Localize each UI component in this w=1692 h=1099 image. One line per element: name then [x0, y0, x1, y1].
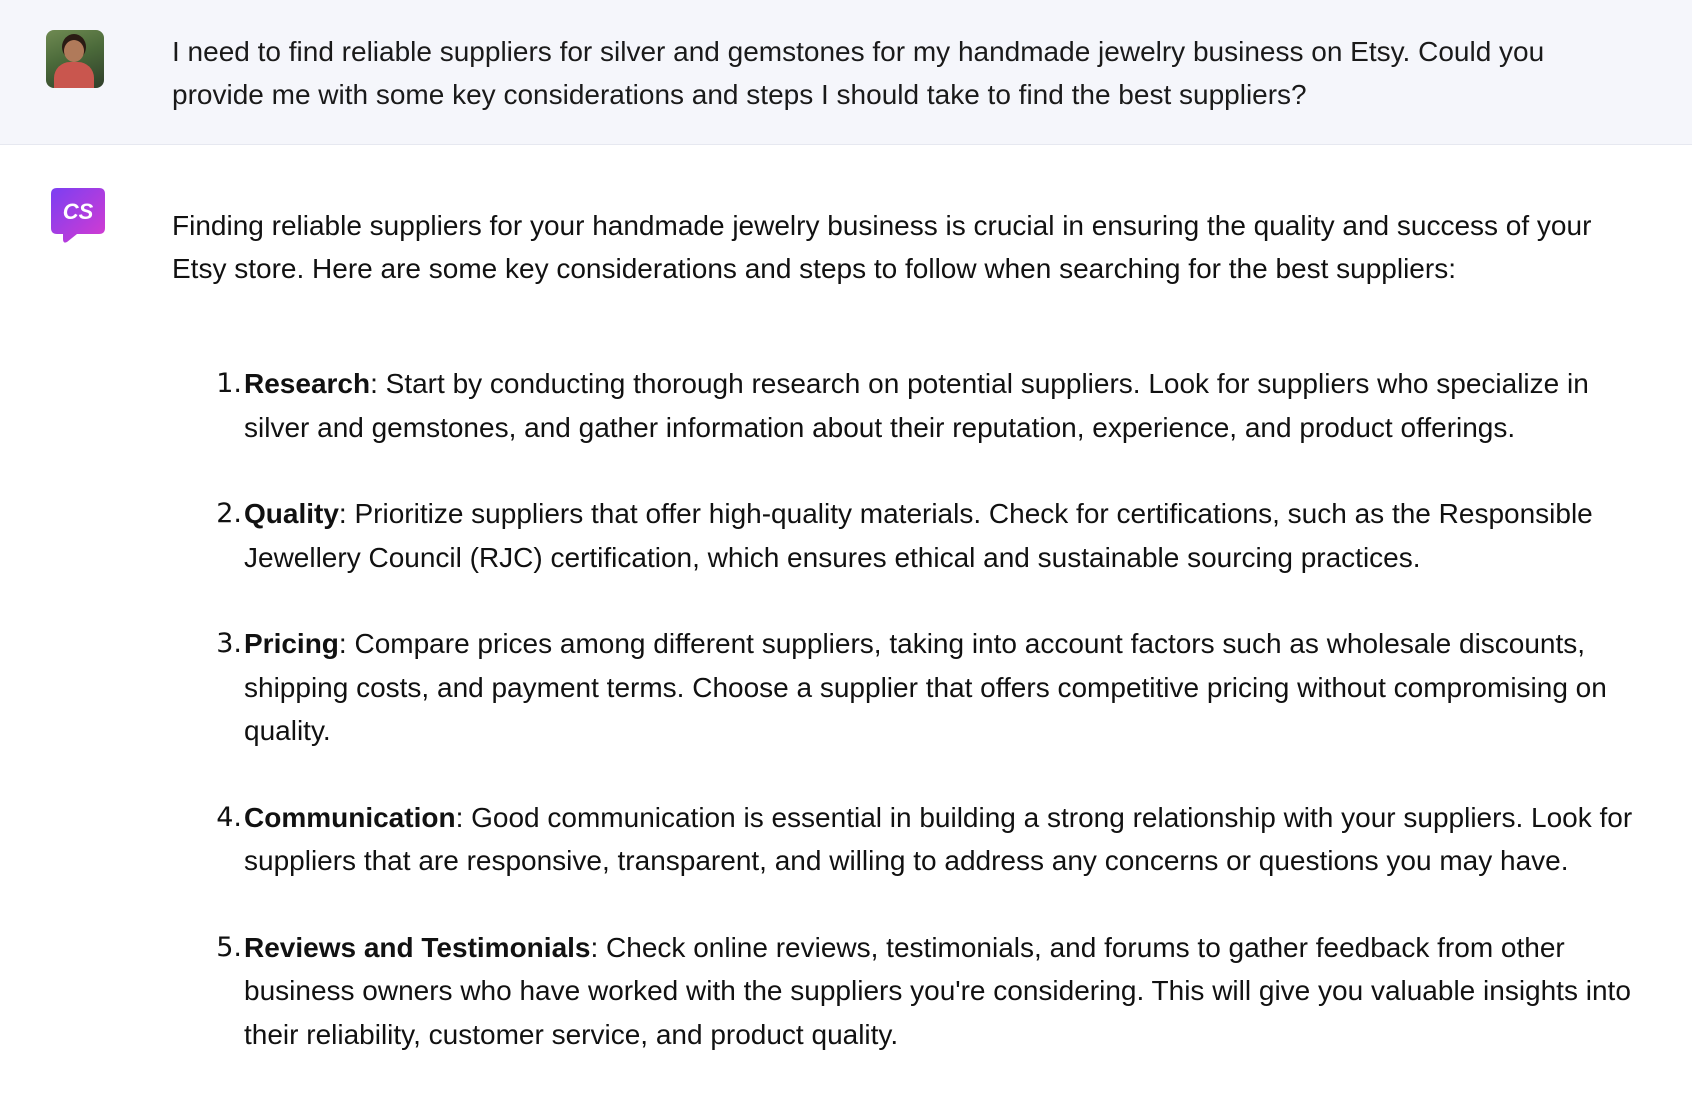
step-item: [172, 622, 1652, 753]
step-title: Pricing: [244, 628, 339, 659]
step-number: 2.: [216, 498, 242, 529]
user-message: [0, 0, 1692, 145]
steps-list: [172, 362, 1652, 1099]
step-number: 4.: [216, 801, 242, 833]
step-text: : Compare prices among different suppliers, taking into account factors such as wholesale discounts, shipping costs, and payment terms. Choose a supplier that offers competitive pricing without compromising on quality.: [244, 628, 1607, 746]
step-item: [172, 796, 1652, 883]
step-number: 5.: [216, 931, 242, 963]
avatar-body-shape: [54, 62, 94, 88]
step-text: : Start by conducting thorough research on potential suppliers. Look for suppliers who specialize in silver and gemstones, and gather information about their reputation, experience, and product offerings.: [244, 368, 1589, 443]
step-item: [172, 362, 1652, 449]
step-item: [172, 492, 1652, 579]
assistant-avatar: [47, 184, 109, 246]
assistant-logo-icon: [47, 184, 109, 246]
step-title: Research: [244, 368, 371, 399]
step-title: Reviews and Testimonials: [244, 931, 591, 963]
assistant-logo-text: CS: [62, 199, 94, 224]
step-number: 1.: [216, 368, 242, 399]
user-avatar: [46, 30, 104, 88]
step-text: : Check online reviews, testimonials, and forums to gather feedback from other business owners who have worked with the suppliers you're considering. This will give you valuable insights into their reliability, customer service, and product quality.: [244, 931, 1631, 1050]
step-title: Communication: [244, 801, 456, 833]
assistant-intro: Finding reliable suppliers for your handmade jewelry business is crucial in ensuring the quality and success of your Etsy store. Here are some key considerations and steps to follow when searching for the best suppliers:: [172, 210, 1592, 284]
step-text: : Prioritize suppliers that offer high-quality materials. Check for certifications, such as the Responsible Jewellery Council (RJC) certification, which ensures ethical and sustainable sourcing practices.: [244, 498, 1593, 573]
avatar-head-shape: [64, 40, 84, 62]
user-message-text: I need to find reliable suppliers for silver and gemstones for my handmade jewelry business on Etsy. Could you provide me with some key considerations and steps I should take to find the best suppliers?: [172, 36, 1545, 110]
step-item: [172, 926, 1652, 1057]
step-number: 3.: [216, 628, 242, 659]
step-title: Quality: [244, 498, 339, 529]
step-text: : Good communication is essential in building a strong relationship with your suppliers. Look for suppliers that are responsive, transparent, and willing to address any concerns or questions you may have.: [244, 801, 1633, 876]
